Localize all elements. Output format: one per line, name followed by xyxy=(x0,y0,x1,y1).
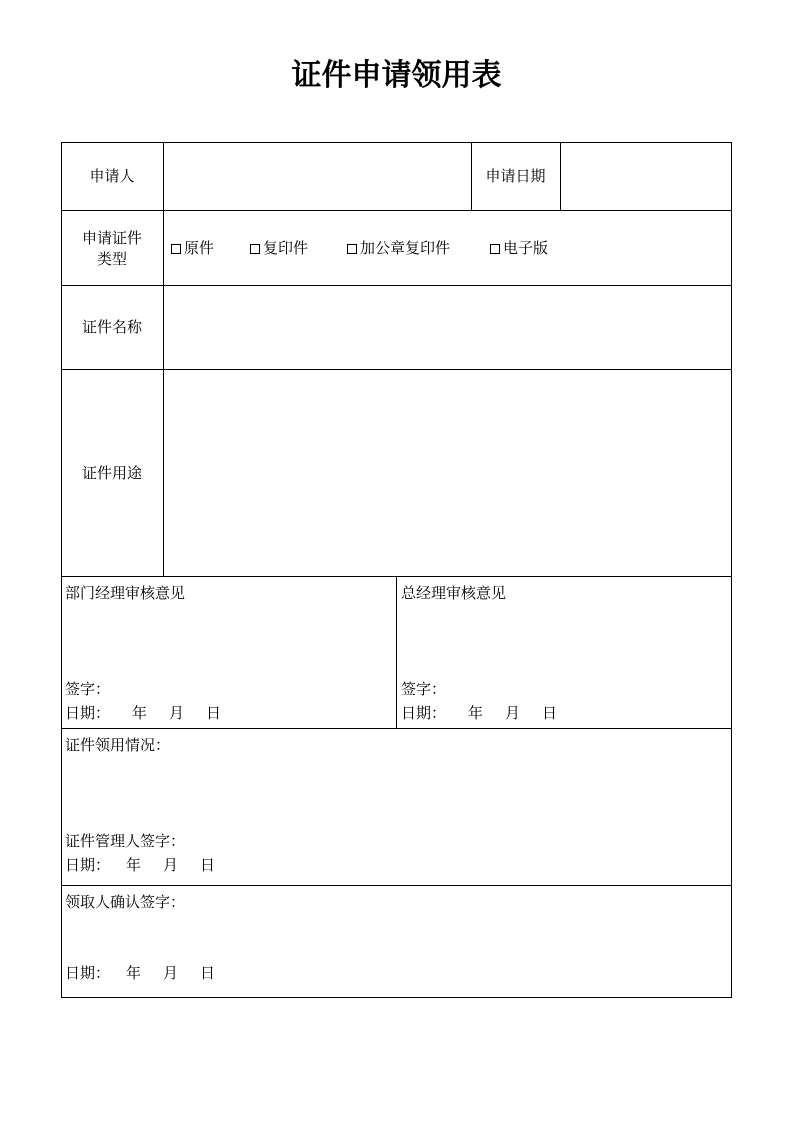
doc-name-label: 证件名称 xyxy=(81,318,142,336)
applicant-field[interactable] xyxy=(164,143,471,210)
dept-manager-sign-label: 签字： xyxy=(65,680,111,698)
option-photocopy[interactable]: 复印件 xyxy=(250,238,308,258)
application-form xyxy=(61,142,732,998)
general-manager-sign-label: 签字： xyxy=(401,680,447,698)
receiver-title: 领取人确认签字： xyxy=(65,893,186,911)
applicant-label: 申请人 xyxy=(89,167,135,185)
border-right xyxy=(731,142,732,998)
checkbox-icon[interactable] xyxy=(171,244,181,254)
general-manager-opinion-title: 总经理审核意见 xyxy=(401,584,507,602)
apply-date-label: 申请日期 xyxy=(485,167,546,185)
border-bottom xyxy=(61,997,732,998)
usage-manager-sign-label: 证件管理人签字： xyxy=(65,832,186,850)
usage-title: 证件领用情况： xyxy=(65,736,171,754)
doc-name-field[interactable] xyxy=(164,286,731,369)
option-electronic[interactable]: 电子版 xyxy=(490,238,548,258)
dept-manager-opinion-title: 部门经理审核意见 xyxy=(65,584,186,602)
border-left xyxy=(61,142,62,998)
apply-date-field[interactable] xyxy=(561,143,731,210)
checkbox-icon[interactable] xyxy=(347,244,357,254)
page-title: 证件申请领用表 xyxy=(291,58,502,93)
doc-purpose-label: 证件用途 xyxy=(81,464,142,482)
option-stamped-copy[interactable]: 加公章复印件 xyxy=(347,238,450,258)
general-manager-date: 日期： 年 月 日 xyxy=(401,704,558,722)
option-original[interactable]: 原件 xyxy=(171,238,214,258)
doc-purpose-field[interactable] xyxy=(164,370,731,576)
doc-type-label: 类型 xyxy=(96,250,127,268)
divider xyxy=(396,576,397,729)
usage-date: 日期： 年 月 日 xyxy=(65,856,216,874)
checkbox-icon[interactable] xyxy=(490,244,500,254)
dept-manager-date: 日期： 年 月 日 xyxy=(65,704,222,722)
divider xyxy=(61,210,732,211)
checkbox-icon[interactable] xyxy=(250,244,260,254)
divider xyxy=(61,885,732,886)
doc-type-label: 申请证件 xyxy=(81,229,142,247)
receiver-date: 日期： 年 月 日 xyxy=(65,964,216,982)
